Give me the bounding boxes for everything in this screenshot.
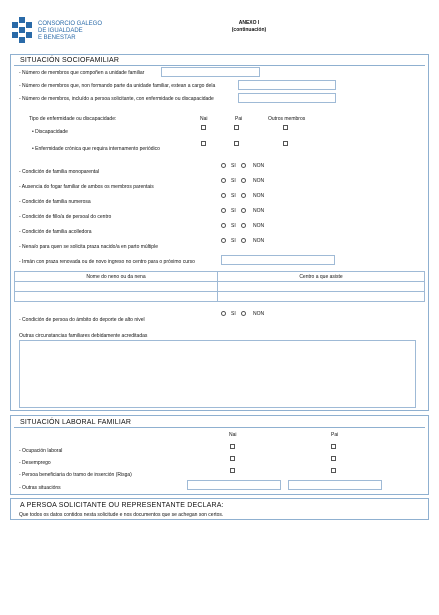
condition-no-label: NON [253, 178, 265, 184]
condition-no-radio[interactable] [241, 208, 246, 213]
labor-col-father-header: Pai [331, 432, 339, 438]
logo-text-line2: DE IGUALDADE [38, 28, 83, 34]
sport-label: - Condición de persoa do ámbito do deporte de alto nivel [19, 317, 145, 323]
logo-text-line3: E BENESTAR [38, 35, 76, 41]
chronic-mother-checkbox[interactable] [201, 141, 206, 146]
condition-label: - Condición de fillo/a de persoal do centro [19, 214, 112, 220]
labor-mother-checkbox[interactable] [230, 468, 235, 473]
condition-row [0, 238, 439, 248]
condition-row [0, 163, 439, 173]
table-header-center: Centro a que asiste [217, 271, 425, 282]
siblings-input[interactable] [221, 255, 335, 265]
socio-title-rule [14, 65, 425, 66]
condition-yes-label: SI [231, 223, 236, 229]
condition-no-radio[interactable] [241, 163, 246, 168]
disabled-input[interactable] [238, 93, 336, 103]
chronic-others-checkbox[interactable] [283, 141, 288, 146]
sport-no-radio[interactable] [241, 311, 246, 316]
declare-title: A PERSOA SOLICITANTE OU REPRESENTANTE DECLARA: [20, 502, 224, 509]
condition-yes-radio[interactable] [221, 238, 226, 243]
logo [9, 16, 119, 46]
labor-mother-checkbox[interactable] [230, 456, 235, 461]
chronic-father-checkbox[interactable] [234, 141, 239, 146]
sport-row [0, 311, 439, 321]
col-father-header: Pai [235, 116, 243, 122]
condition-row [0, 193, 439, 203]
sport-yes-radio[interactable] [221, 311, 226, 316]
other-circumstances-label: Outras circunstancias familiares debidamente acreditadas [19, 333, 148, 339]
condition-yes-label: SI [231, 163, 236, 169]
members-input[interactable] [161, 67, 260, 77]
disability-others-checkbox[interactable] [283, 125, 288, 130]
labor-father-checkbox[interactable] [331, 468, 336, 473]
condition-yes-label: SI [231, 178, 236, 184]
condition-row [0, 223, 439, 233]
condition-yes-radio[interactable] [221, 193, 226, 198]
not-part-input[interactable] [238, 80, 336, 90]
annex-title: ANEXO I [238, 20, 260, 26]
table-cell-name-2[interactable] [14, 291, 218, 302]
socio-section-title: SITUACIÓN SOCIOFAMILIAR [20, 57, 120, 64]
declare-text: Que todos os datos contidos nesta solicitude e nos documentos que se achegan son certos. [19, 512, 224, 518]
condition-no-label: NON [253, 208, 265, 214]
labor-section-title: SITUACIÓN LABORAL FAMILIAR [20, 419, 132, 426]
labor-row-label: - Persoa beneficiaria do tramo de inserción (Risga) [19, 472, 132, 478]
labor-row-label: - Desemprego [19, 460, 51, 466]
condition-no-label: NON [253, 223, 265, 229]
condition-row [0, 178, 439, 188]
table-header-name: Nome do neno ou da nena [14, 271, 218, 282]
condition-no-radio[interactable] [241, 223, 246, 228]
labor-row-label: - Ocupación laboral [19, 448, 63, 454]
col-mother-header: Nai [200, 116, 208, 122]
labor-father-checkbox[interactable] [331, 444, 336, 449]
labor-mother-checkbox[interactable] [230, 444, 235, 449]
condition-yes-label: SI [231, 238, 236, 244]
sport-no-label: NON [253, 311, 265, 317]
chronic-label: • Enfermidade crónica que requira internamento periódico [32, 146, 160, 152]
condition-no-radio[interactable] [241, 193, 246, 198]
condition-yes-label: SI [231, 193, 236, 199]
labor-title-rule [14, 427, 425, 428]
condition-no-radio[interactable] [241, 238, 246, 243]
condition-label: - Nena/o para quen se solicita praza nacido/a en parto múltiple [19, 244, 158, 250]
sport-yes-label: SI [231, 311, 236, 317]
condition-no-label: NON [253, 163, 265, 169]
condition-yes-radio[interactable] [221, 178, 226, 183]
condition-no-label: NON [253, 238, 265, 244]
condition-row [0, 208, 439, 218]
other-circumstances-textarea[interactable] [19, 340, 416, 408]
annex-subtitle: (continuación) [231, 27, 267, 33]
condition-label: - Condición de familia acolledora [19, 229, 92, 235]
siblings-table [14, 271, 425, 304]
condition-label: - Ausencia do fogar familiar de ambos os membros parentais [19, 184, 154, 190]
logo-mark-icon [9, 17, 35, 43]
condition-yes-radio[interactable] [221, 208, 226, 213]
members-label: - Número de membros que compoñen a unidade familiar [19, 70, 145, 76]
labor-row-label: - Outras situacións [19, 485, 61, 491]
labor-father-checkbox[interactable] [331, 456, 336, 461]
condition-yes-radio[interactable] [221, 163, 226, 168]
disease-type-label: Tipo de enfermidade ou discapacidade: [29, 116, 117, 122]
labor-mother-other-input[interactable] [187, 480, 281, 490]
condition-yes-radio[interactable] [221, 223, 226, 228]
disability-father-checkbox[interactable] [234, 125, 239, 130]
labor-col-mother-header: Nai [229, 432, 237, 438]
condition-label: - Condición de familia monoparental [19, 169, 100, 175]
condition-no-radio[interactable] [241, 178, 246, 183]
condition-label: - Condición de familia numerosa [19, 199, 91, 205]
table-cell-center-2[interactable] [217, 291, 425, 302]
condition-no-label: NON [253, 193, 265, 199]
labor-father-other-input[interactable] [288, 480, 382, 490]
not-part-label: - Número de membros que, non formando parte da unidade familiar, estean a cargo dela [19, 83, 216, 89]
siblings-label: - Irmán con praza renovada ou de novo ingreso no centro para o próximo curso [19, 259, 195, 265]
condition-yes-label: SI [231, 208, 236, 214]
disability-label: • Discapacidade [32, 129, 68, 135]
col-others-header: Outros membros [268, 116, 306, 122]
logo-text-line1: CONSORCIO GALEGO [38, 21, 103, 27]
disabled-label: - Número de membros, incluído a persoa solicitante, con enfermidade ou discapacidade [19, 96, 214, 102]
disability-mother-checkbox[interactable] [201, 125, 206, 130]
